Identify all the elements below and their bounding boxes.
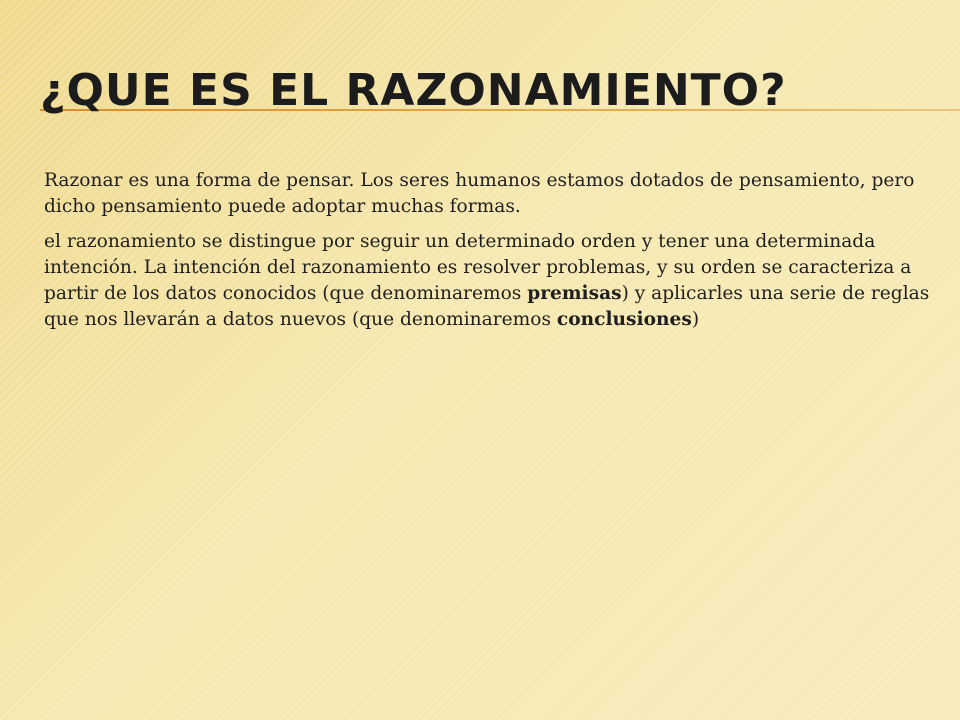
paragraph-2-text-3: )	[691, 309, 700, 330]
slide-title: ¿QUE ES EL RAZONAMIENTO?	[40, 65, 787, 116]
slide-body	[44, 168, 934, 342]
paragraph-2	[44, 229, 934, 333]
term-conclusiones: conclusiones	[556, 309, 692, 330]
title-area	[40, 66, 960, 126]
paragraph-2-text-1: el razonamiento se distingue por seguir un determinado orden y tener una determinada intención. La intención del razonamiento es resolver problemas, y su orden se caracteriza a partir de los datos conocidos (que denominaremos	[44, 231, 912, 304]
term-premisas: premisas	[527, 283, 622, 304]
paragraph-1: Razonar es una forma de pensar. Los seres humanos estamos dotados de pensamiento, pero dicho pensamiento puede adoptar muchas formas.	[44, 170, 915, 217]
paragraph-2-text-2: ) y aplicarles una serie de reglas que nos llevarán a datos nuevos (que denominaremos	[44, 283, 930, 330]
